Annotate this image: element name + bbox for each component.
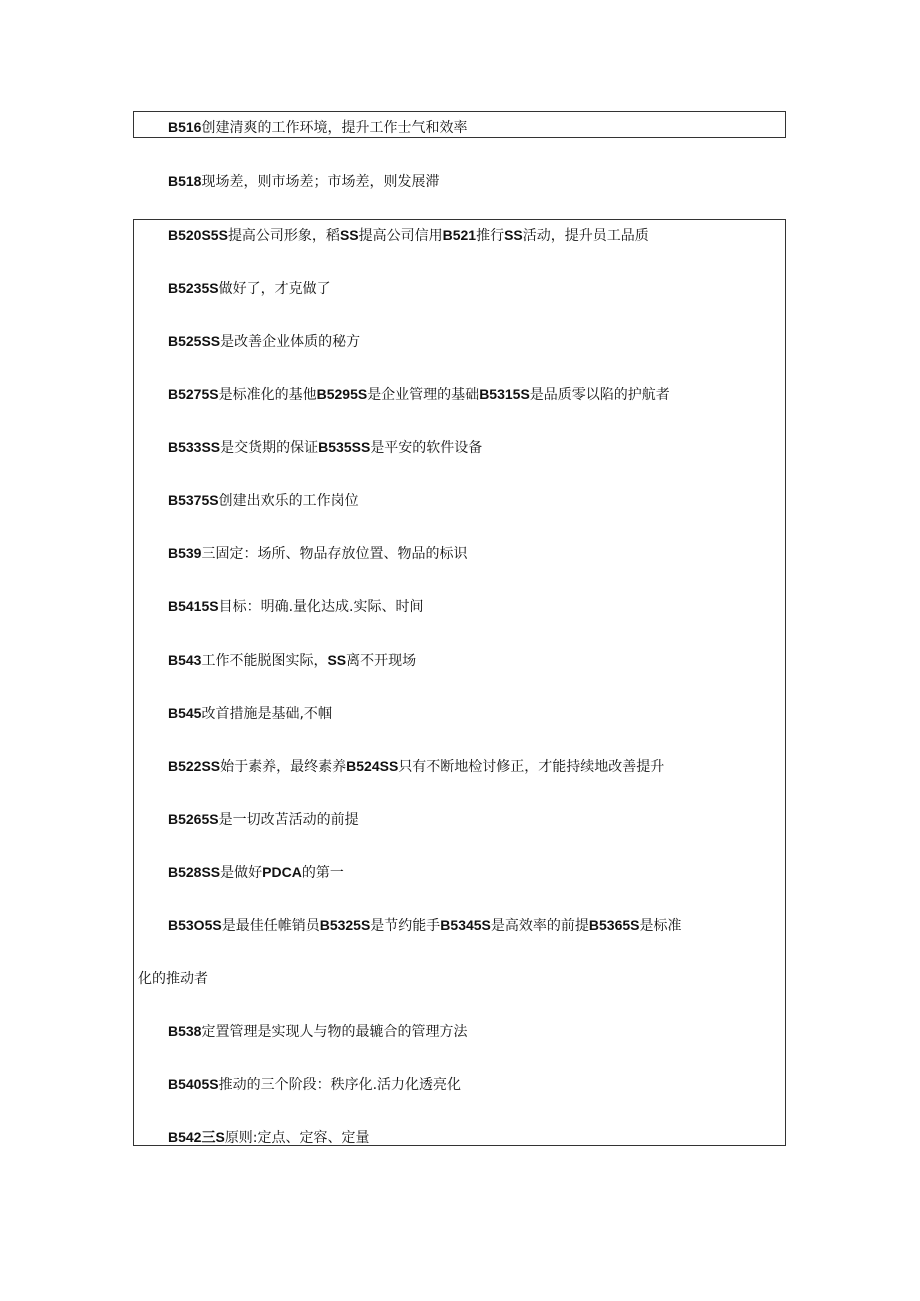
item-code: B5235S — [168, 280, 219, 296]
item-code: B5345S — [440, 917, 491, 933]
item-code: B5365S — [588, 917, 640, 933]
item-text: 是品质零以陷的护航者 — [529, 387, 670, 403]
item-text: 现场差，则市场差；市场差，则发展滞 — [201, 174, 440, 190]
item-text: 提高公司信用 — [358, 228, 443, 244]
item-text: 定置管理是实现人与物的最辘合的管理方法 — [201, 1024, 468, 1040]
item-code: B5265S — [168, 811, 219, 827]
item-text: 只有不断地检讨修正，才能持续地改善提升 — [398, 759, 665, 775]
item-code: B542三S — [168, 1129, 225, 1145]
item-text: 是节约能手 — [370, 918, 441, 934]
item-code: SS — [327, 652, 347, 668]
main-box — [133, 219, 786, 1146]
text-line — [168, 331, 360, 352]
item-text: 始于素养，最终素养 — [220, 759, 347, 775]
item-text: 提高公司形象，稻 — [227, 228, 340, 244]
item-code: SS — [504, 227, 523, 243]
item-code: B525SS — [168, 333, 221, 349]
item-text: 是最佳任帷销员 — [221, 918, 320, 934]
text-line — [168, 225, 649, 246]
item-code: B5405S — [168, 1076, 219, 1092]
text-line — [168, 756, 664, 777]
item-code: B53O5S — [168, 917, 222, 933]
item-code: B522SS — [168, 758, 221, 774]
text-line — [168, 543, 467, 564]
text-line — [168, 1021, 467, 1042]
item-text: 工作不能脱图实际， — [201, 653, 328, 669]
item-text: 是平安的软件设备 — [370, 440, 483, 456]
item-code: B533SS — [168, 439, 221, 455]
item-text: 做好了，才克做了 — [218, 281, 331, 297]
item-code: B538 — [168, 1023, 202, 1039]
item-code: B543 — [168, 652, 202, 668]
item-text: 创建清爽的工作环境，提升工作士气和效率 — [201, 120, 468, 136]
item-text: 原则:定点、定容、定量 — [224, 1130, 370, 1146]
item-code: B528SS — [168, 864, 221, 880]
item-code: B539 — [168, 545, 202, 561]
text-line — [168, 490, 359, 511]
text-line — [168, 437, 482, 458]
text-line — [168, 703, 332, 724]
item-text: 改首措施是基础,不帼 — [201, 706, 332, 722]
text-line — [168, 117, 467, 138]
item-code: B5315S — [479, 386, 530, 402]
text-line — [168, 915, 681, 936]
item-text: 是高效率的前提 — [490, 918, 589, 934]
item-text: 推行 — [476, 228, 505, 244]
text-line — [168, 1127, 370, 1148]
item-text: 活动，提升员工品质 — [522, 228, 649, 244]
text-line — [168, 171, 439, 192]
text-line — [138, 968, 208, 989]
item-code: B545 — [168, 705, 202, 721]
item-text: 是改善企业体质的秘方 — [220, 334, 361, 350]
text-line — [168, 809, 359, 830]
text-line — [168, 650, 416, 671]
item-text: 是做好 — [220, 865, 263, 881]
item-code: B5375S — [168, 492, 219, 508]
item-text: 化的推动者 — [138, 971, 208, 987]
item-code: SS — [339, 227, 359, 243]
item-text: 三固定：场所、物品存放位置、物品的标识 — [201, 546, 468, 562]
item-text: 推动的三个阶段：秩序化.活力化透亮化 — [218, 1077, 462, 1093]
item-code: B5275S — [168, 386, 219, 402]
item-code: B5415S — [168, 598, 219, 614]
item-code: B516 — [168, 119, 202, 135]
item-text: 目标：明确.量化达成.实际、时间 — [218, 599, 424, 615]
item-text: 创建出欢乐的工作岗位 — [218, 493, 359, 509]
item-code: B521 — [442, 227, 477, 243]
item-text: 是交货期的保证 — [220, 440, 319, 456]
item-code: B5325S — [319, 917, 371, 933]
item-code: PDCA — [262, 864, 302, 880]
item-text: 是一切改苫活动的前提 — [218, 812, 359, 828]
text-line — [168, 862, 344, 883]
item-text: 是企业管理的基础 — [367, 387, 480, 403]
text-line — [168, 1074, 461, 1095]
item-text: 离不开现场 — [346, 653, 417, 669]
item-code: B520S5S — [168, 227, 228, 243]
item-code: B535SS — [318, 439, 371, 455]
item-text: 是标准 — [639, 918, 682, 934]
text-line — [168, 596, 424, 617]
item-code: B524SS — [346, 758, 399, 774]
text-line — [168, 278, 331, 299]
text-line — [168, 384, 670, 405]
item-text: 是标准化的基他 — [218, 387, 317, 403]
item-text: 的第一 — [301, 865, 344, 881]
item-code: B518 — [168, 173, 202, 189]
item-code: B5295S — [316, 386, 368, 402]
